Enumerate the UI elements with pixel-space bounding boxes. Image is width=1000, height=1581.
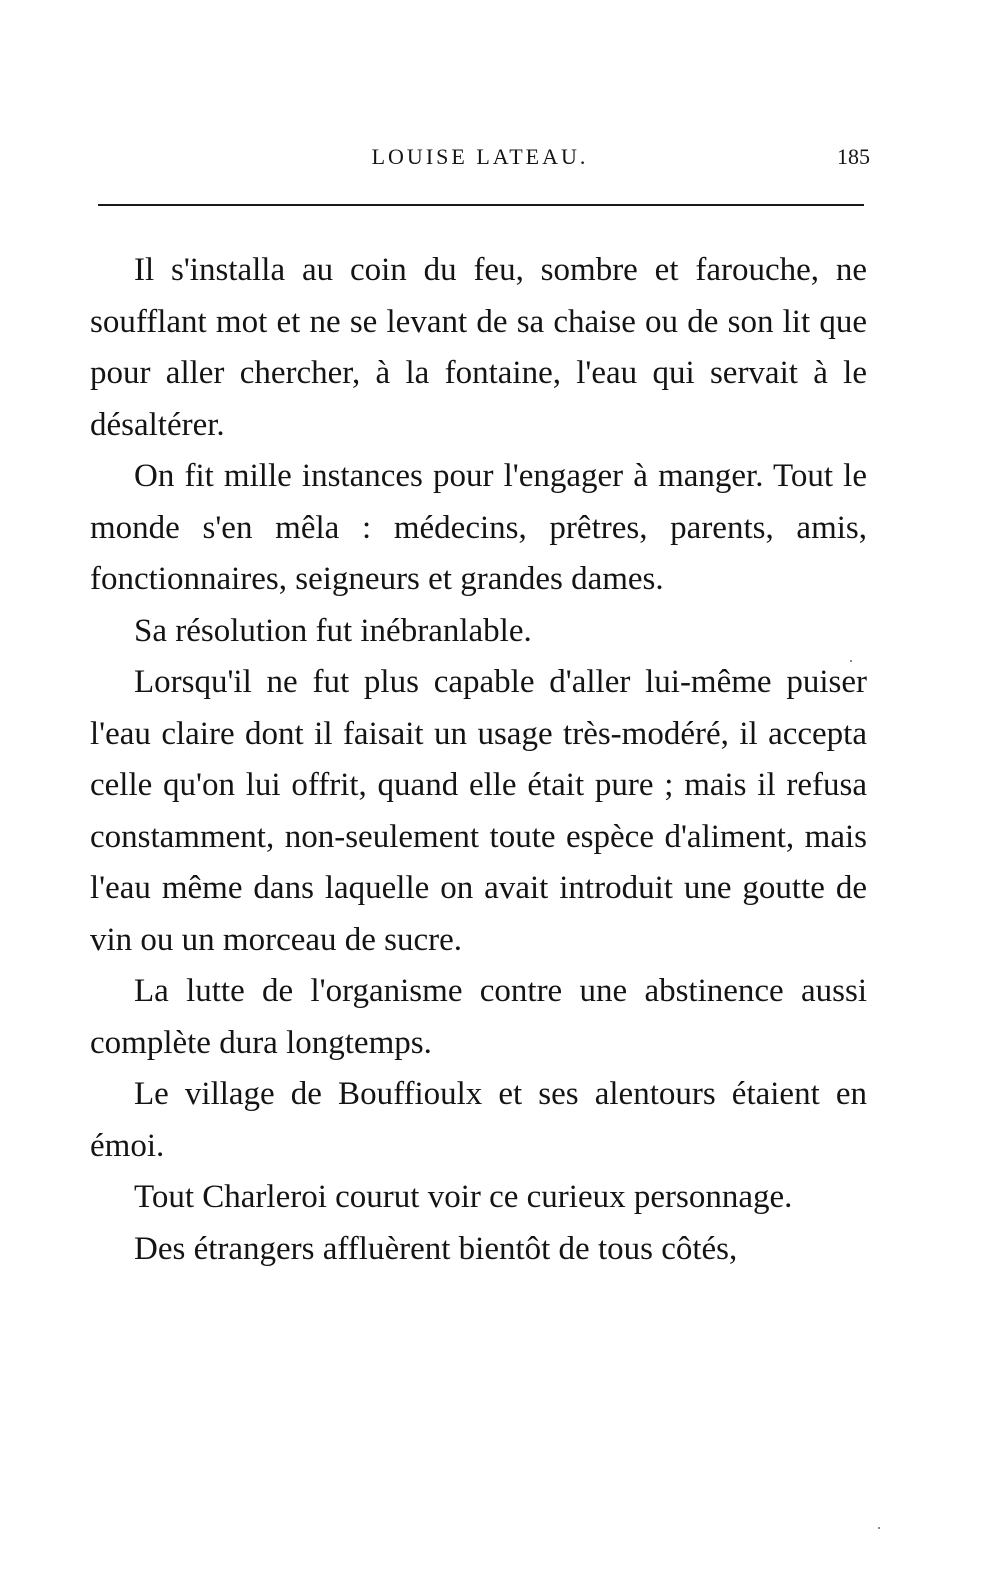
print-speck <box>878 1527 880 1529</box>
paragraph: Le village de Bouffioulx et ses alentours étaient en émoi. <box>90 1076 867 1164</box>
body-text <box>90 245 867 1275</box>
paragraph: La lutte de l'organisme contre une abstinence aussi complète dura longtemps. <box>90 973 867 1061</box>
paragraph: Sa résolution fut inébranlable. <box>134 612 532 649</box>
running-title: LOUISE LATEAU. <box>371 144 589 169</box>
page-number: 185 <box>837 144 870 169</box>
running-head <box>90 140 870 174</box>
paragraph: Des étrangers affluèrent bientôt de tous côtés, <box>134 1230 738 1267</box>
paragraph: Tout Charleroi courut voir ce curieux personnage. <box>134 1179 793 1215</box>
paragraph: On fit mille instances pour l'engager à manger. Tout le monde s'en mêla : médecins, prêtres, parents, amis, fonctionnaires, seigneurs et grandes dames. <box>90 458 867 597</box>
paragraph: Lorsqu'il ne fut plus capable d'aller lui-même puiser l'eau claire dont il faisait un usage très-modéré, il accepta celle qu'on lui offrit, quand elle était pure ; mais il refusa constamment, non-seulement toute espèce d'aliment, mais l'eau même dans laquelle on avait introduit une goutte de vin ou un morceau de sucre. <box>90 664 867 958</box>
paragraph: Il s'installa au coin du feu, sombre et farouche, ne soufflant mot et ne se levant de sa chaise ou de son lit que pour aller chercher, à la fontaine, l'eau qui servait à le désaltérer. <box>90 252 867 443</box>
print-speck <box>850 660 852 662</box>
header-rule <box>98 204 864 206</box>
